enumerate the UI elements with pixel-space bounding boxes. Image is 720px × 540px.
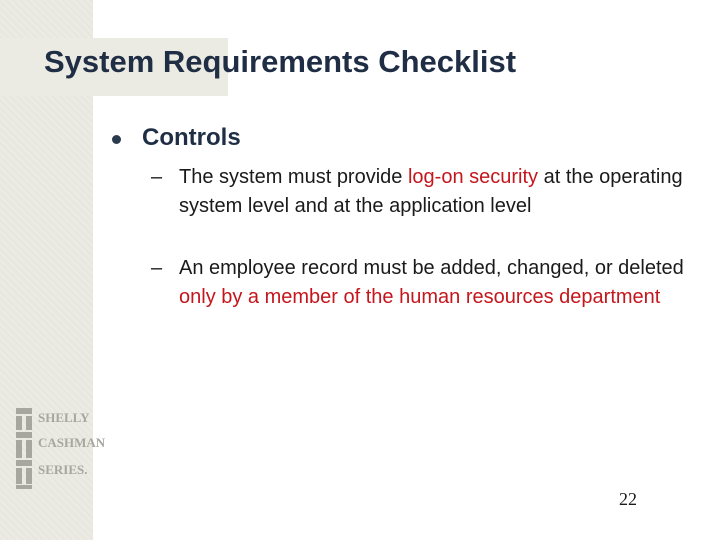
highlight-text: only by a member of the human resources department	[179, 286, 661, 308]
bullet-item-controls	[112, 124, 241, 152]
highlight-text: log-on security	[407, 166, 539, 188]
svg-text:SHELLY: SHELLY	[38, 410, 90, 425]
page-number: 22	[619, 489, 637, 509]
svg-text:SERIES.: SERIES.	[38, 462, 88, 477]
shelly-cashman-series-logo	[14, 408, 106, 490]
subbullet-text	[179, 163, 704, 221]
dash-marker: –	[151, 257, 163, 279]
bullet-dot-icon	[112, 135, 121, 144]
svg-text:CASHMAN: CASHMAN	[38, 435, 106, 450]
subbullet-text	[179, 254, 704, 312]
slide-title: System Requirements Checklist	[44, 44, 517, 79]
bullet-label: Controls	[142, 124, 241, 151]
dash-marker: –	[151, 166, 163, 188]
subbullet-employee-record	[151, 254, 704, 312]
subbullet-logon-security	[151, 163, 704, 221]
text-run: An employee record must be added, changed, or deleted	[179, 257, 684, 279]
text-run: The system must provide	[179, 166, 408, 188]
text-run: at the operating system level and at the application level	[179, 166, 683, 217]
logo-icon	[14, 408, 106, 490]
